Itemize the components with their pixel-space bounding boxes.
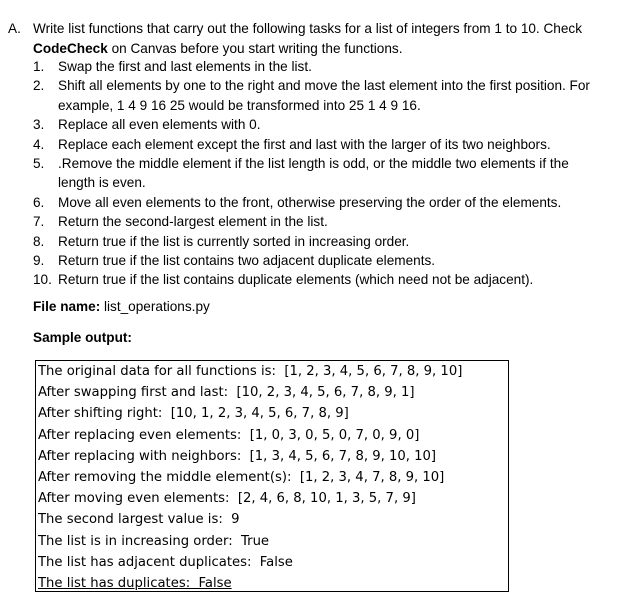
task-number: 4. [33, 136, 45, 152]
task-number: 6. [33, 194, 45, 210]
task-item [33, 57, 598, 76]
output-line: After swapping first and last: [10, 2, 3, 4, 5, 6, 7, 8, 9, 1] [38, 385, 415, 401]
output-line: The list is in increasing order: True [38, 533, 270, 549]
intro-text-after: on Canvas before you start writing the functions. [107, 40, 403, 56]
task-item [33, 76, 598, 115]
task-text: Return true if the list contains duplicate elements (which need not be adjacent). [58, 272, 534, 288]
task-item [33, 193, 598, 212]
task-text: Swap the first and last elements in the list. [58, 59, 312, 74]
task-item [33, 154, 598, 193]
output-line: The list has duplicates: False [38, 575, 232, 591]
task-text: Replace each element except the first and last with the larger of its two neighbors. [58, 136, 551, 152]
output-line: The original data for all functions is: [1, 2, 3, 4, 5, 6, 7, 8, 9, 10] [38, 364, 463, 379]
task-number: 10. [33, 272, 52, 288]
task-item [33, 135, 598, 154]
intro-text [33, 19, 608, 58]
file-name-value: list_operations.py [100, 299, 210, 314]
task-number: 7. [33, 214, 45, 230]
task-item [33, 115, 598, 134]
file-name [33, 299, 210, 314]
task-number: 5. [33, 156, 45, 172]
sample-output-box [35, 360, 509, 592]
output-line: After removing the middle element(s): [1, 2, 3, 4, 7, 8, 9, 10] [38, 469, 445, 485]
task-number: 8. [33, 233, 45, 249]
codecheck-bold: CodeCheck [33, 40, 108, 56]
task-number: 9. [33, 253, 45, 269]
sample-output-label: Sample output: [33, 330, 132, 345]
task-number: 2. [33, 78, 45, 94]
intro-text-before: Write list functions that carry out the following tasks for a list of integers from 1 to 10. Check [33, 21, 583, 36]
section-letter: A. [8, 21, 21, 36]
output-line: The list has adjacent duplicates: False [38, 554, 293, 570]
task-text: Move all even elements to the front, otherwise preserving the order of the elements. [58, 194, 562, 210]
output-line: After replacing even elements: [1, 0, 3, 0, 5, 0, 7, 0, 9, 0] [38, 427, 420, 443]
task-item [33, 251, 598, 270]
task-item [33, 232, 598, 251]
task-text: Shift all elements by one to the right and move the last element into the first position. For example, 1 4 9 16 25 would be transformed into 25 1 4 9 16. [58, 78, 590, 113]
task-text: Return true if the list contains two adjacent duplicate elements. [58, 253, 436, 269]
task-list [33, 57, 598, 290]
task-number: 3. [33, 117, 45, 133]
task-text: Return the second-largest element in the list. [58, 214, 328, 230]
output-line: After moving even elements: [2, 4, 6, 8, 10, 1, 3, 5, 7, 9] [38, 491, 416, 507]
output-line: After replacing with neighbors: [1, 3, 4, 5, 6, 7, 8, 9, 10, 10] [38, 448, 437, 464]
task-text: Replace all even elements with 0. [58, 117, 261, 133]
output-line: The second largest value is: 9 [38, 512, 240, 528]
task-item [33, 270, 598, 289]
output-line: After shifting right: [10, 1, 2, 3, 4, 5, 6, 7, 8, 9] [38, 406, 349, 422]
task-text: Return true if the list is currently sorted in increasing order. [58, 233, 410, 249]
task-text: .Remove the middle element if the list length is odd, or the middle two elements if the length is even. [58, 156, 569, 191]
task-item [33, 212, 598, 231]
file-name-label: File name: [33, 299, 101, 314]
task-number: 1. [33, 59, 45, 74]
